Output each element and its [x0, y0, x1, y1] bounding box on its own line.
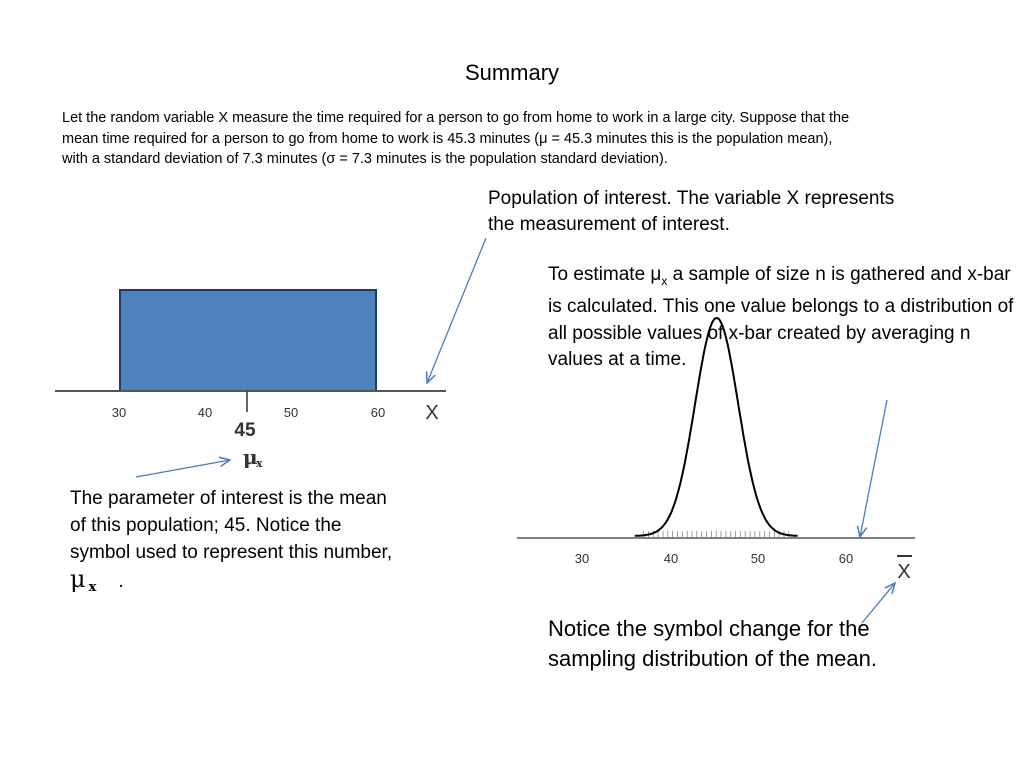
sampling-tick-60: 60 [838, 551, 854, 566]
estimate-note-part2: a sample of size n is gathered and x-bar is calculated. This one value belongs to a distribution of all possible values of x-bar created by averaging n values at a time. [548, 264, 1014, 371]
parameter-note-text: The parameter of interest is the mean of this population; 45. Notice the symbol used to represent this number, [70, 488, 393, 563]
population-distribution [55, 290, 446, 470]
population-tick-50: 50 [283, 405, 299, 420]
arrow-to-mu-symbol [136, 460, 230, 477]
estimate-note-part1: To estimate μ [548, 264, 662, 285]
arrow-to-sampling-axis [860, 400, 887, 537]
sampling-hist-ticks [644, 531, 789, 538]
population-mean-symbol-sub: x [256, 457, 263, 470]
intro-paragraph: Let the random variable X measure the time required for a person to go from home to work in a large city. Suppose that the mean time required for a person to go from home to work is 45.3 minutes (μ = 45.3 minutes this is the population mean), with a standard deviation of 7.3 minutes (σ = 7.3 minutes is the population standard deviation). [62, 110, 850, 167]
slide-title: Summary [464, 60, 560, 85]
population-tick-30: 30 [111, 405, 127, 420]
population-tick-60: 60 [370, 405, 386, 420]
sampling-distribution-curve [635, 318, 798, 536]
population-rectangle [120, 290, 376, 391]
sampling-tick-30: 30 [574, 551, 590, 566]
arrow-to-population-axis [427, 238, 486, 383]
sampling-distribution [517, 318, 915, 583]
population-note: Population of interest. The variable X represents the measurement of interest. [488, 188, 895, 235]
sampling-axis-label: X [897, 561, 911, 583]
population-axis-label: X [425, 402, 439, 424]
population-tick-40: 40 [197, 405, 213, 420]
mu-symbol-inline: μ [70, 565, 86, 593]
sampling-tick-50: 50 [750, 551, 766, 566]
population-mean-symbol: μ [243, 445, 258, 469]
symbol-change-note: Notice the symbol change for the sampling distribution of the mean. [548, 616, 877, 671]
parameter-note-end: . [118, 571, 124, 592]
sampling-tick-40: 40 [663, 551, 679, 566]
mu-subscript-inline: x [88, 580, 97, 595]
arrow-to-xbar-symbol [862, 583, 895, 623]
estimate-note-subscript: x [661, 273, 668, 288]
population-mean-label: 45 [234, 420, 256, 441]
